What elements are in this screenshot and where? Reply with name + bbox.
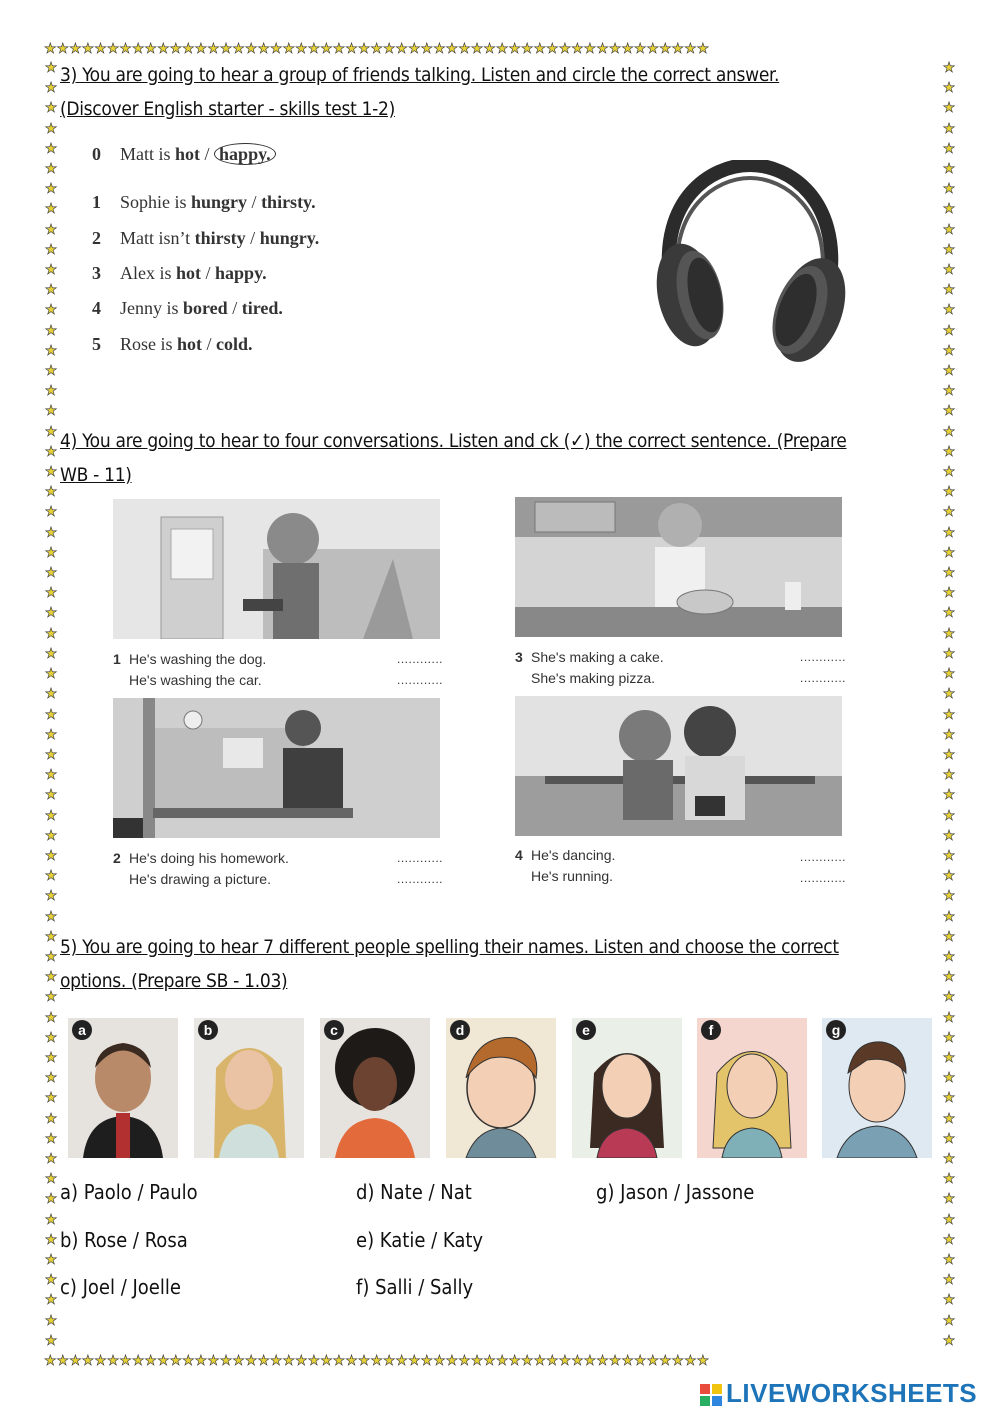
panel-3-caption-a: 3 She's making a cake. <box>515 649 664 665</box>
photo-label: c <box>324 1020 344 1040</box>
question-item-3[interactable]: 3 Alex is hot / happy. <box>92 263 267 283</box>
photo-a <box>68 1018 178 1158</box>
section3-heading: 3) You are going to hear a group of friends talking. Listen and circle the correct answer. <box>60 64 780 86</box>
photo-g <box>822 1018 932 1158</box>
option-g[interactable]: g) Jason / Jassone <box>596 1180 755 1204</box>
option-e[interactable]: e) Katie / Katy <box>356 1228 484 1252</box>
answer-blank-4a[interactable]: ............ <box>800 850 847 864</box>
option-a[interactable]: a) Paolo / Paulo <box>60 1180 198 1204</box>
photo-e <box>572 1018 682 1158</box>
question-item-0: 0 Matt is hot / happy. <box>92 144 276 165</box>
answer-blank-2a[interactable]: ............ <box>397 851 444 865</box>
answer-blank-1b[interactable]: ............ <box>397 673 444 687</box>
photo-label: f <box>701 1020 721 1040</box>
photo-label: b <box>198 1020 218 1040</box>
panel-2-caption-b: He's drawing a picture. <box>129 871 271 887</box>
section5-source: options. (Prepare SB - 1.03) <box>60 970 288 992</box>
option-d[interactable]: d) Nate / Nat <box>356 1180 472 1204</box>
photo-f <box>697 1018 807 1158</box>
question-item-4[interactable]: 4 Jenny is bored / tired. <box>92 298 283 318</box>
panel-2-caption-a: 2 He's doing his homework. <box>113 850 289 866</box>
answer-blank-3a[interactable]: ............ <box>800 650 847 664</box>
photo-d <box>446 1018 556 1158</box>
headphones-icon <box>650 160 850 365</box>
logo-icon <box>700 1384 722 1406</box>
panel-1-caption-b: He's washing the car. <box>129 672 262 688</box>
question-item-2[interactable]: 2 Matt isn’t thirsty / hungry. <box>92 228 320 248</box>
photo-label: e <box>576 1020 596 1040</box>
answer-blank-4b[interactable]: ............ <box>800 871 847 885</box>
option-b[interactable]: b) Rose / Rosa <box>60 1228 188 1252</box>
photo-label: g <box>826 1020 846 1040</box>
scene-making-cake <box>515 497 842 637</box>
panel-3-caption-b: She's making pizza. <box>531 670 656 686</box>
answer-blank-1a[interactable]: ............ <box>397 652 444 666</box>
star-border-bottom: ★★★★★★★★★★★★★★★★★★★★★★★★★★★★★★★★★★★★★★★★★★★★★★★★★★★★★ <box>44 1353 710 1369</box>
star-border-left: ★ ★ ★ ★ ★ ★ ★ ★ ★ ★ ★ ★ ★ ★ ★ ★ ★ ★ ★ ★ ★ ★ ★ ★ ★ ★ ★ ★ ★ ★ ★ ★ ★ ★ ★ ★ ★ ★ ★ ★ ★ ★ ★ ★ ★ ★ ★ ★ ★ ★ ★ ★ ★ ★ ★ ★ ★ ★ ★ ★ ★ ★ ★ ★ <box>44 60 58 1349</box>
question-item-1[interactable]: 1 Sophie is hungry / thirsty. <box>92 192 316 212</box>
star-border-right: ★ ★ ★ ★ ★ ★ ★ ★ ★ ★ ★ ★ ★ ★ ★ ★ ★ ★ ★ ★ ★ ★ ★ ★ ★ ★ ★ ★ ★ ★ ★ ★ ★ ★ ★ ★ ★ ★ ★ ★ ★ ★ ★ ★ ★ ★ ★ ★ ★ ★ ★ ★ ★ ★ ★ ★ ★ ★ ★ ★ ★ ★ ★ ★ <box>942 60 956 1349</box>
photo-label: d <box>450 1020 470 1040</box>
panel-4-caption-b: He's running. <box>531 868 614 884</box>
scene-washing-car <box>113 499 440 639</box>
question-item-5[interactable]: 5 Rose is hot / cold. <box>92 334 253 354</box>
section5-heading: 5) You are going to hear 7 different people spelling their names. Listen and choose the correct <box>60 936 839 958</box>
scene-two-boys <box>515 696 842 836</box>
section4-source: WB - 11) <box>60 464 132 486</box>
circled-answer: happy. <box>214 143 276 165</box>
item-number: 0 <box>92 144 101 164</box>
option-f[interactable]: f) Salli / Sally <box>356 1275 474 1299</box>
panel-4-caption-a: 4 He's dancing. <box>515 847 616 863</box>
section4-heading: 4) You are going to hear to four conversations. Listen and ck (✓) the correct sentence. (Prepare <box>60 430 847 452</box>
option-c[interactable]: c) Joel / Joelle <box>60 1275 181 1299</box>
photo-c <box>320 1018 430 1158</box>
panel-1-caption-a: 1 He's washing the dog. <box>113 651 267 667</box>
answer-blank-3b[interactable]: ............ <box>800 671 847 685</box>
photo-b <box>194 1018 304 1158</box>
star-border-top: ★★★★★★★★★★★★★★★★★★★★★★★★★★★★★★★★★★★★★★★★★★★★★★★★★★★★★ <box>44 41 710 57</box>
photo-label: a <box>72 1020 92 1040</box>
section3-source: (Discover English starter - skills test 1-2) <box>60 98 395 120</box>
answer-blank-2b[interactable]: ............ <box>397 872 444 886</box>
scene-homework <box>113 698 440 838</box>
liveworksheets-logo: LIVEWORKSHEETS <box>700 1378 977 1409</box>
